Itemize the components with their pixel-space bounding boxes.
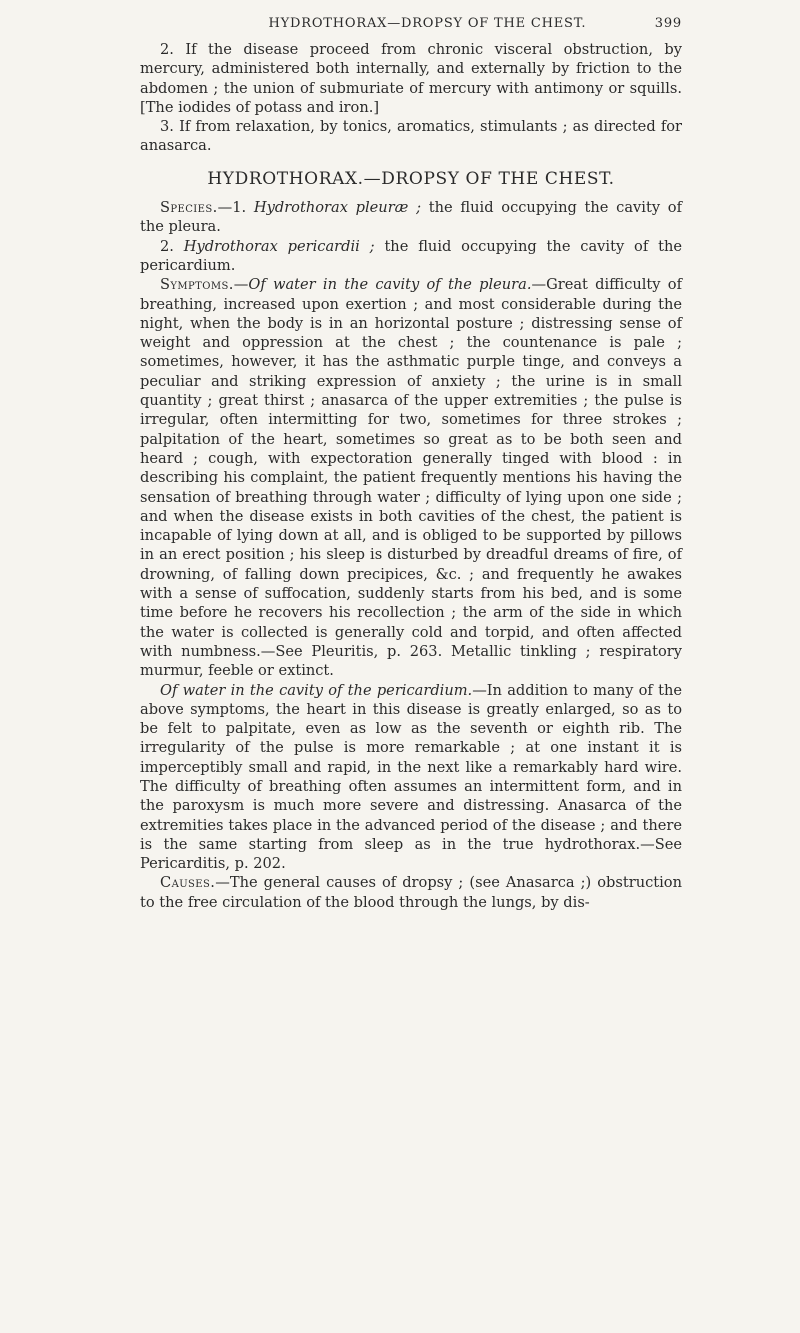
species-2-lead: 2. [160,237,174,255]
species-label: Species. [160,199,218,217]
symptoms-pericardium-subhead: Of water in the cavity of the pericardium. [160,681,473,699]
species-1-text: the fluid occupying the cavity of the pleura. [140,199,682,236]
body-text [140,40,682,912]
species-2-name: Hydrothorax pericardii ; [183,237,375,255]
species-paragraph-1 [140,198,682,237]
symptoms-pericardium-text: —In addition to many of the above symptoms, the heart in this disease is greatly enlarged, so as to be felt to palpitate, even as low as the seventh or eighth rib. The irregularity of the pulse is more remarkable ; at one instant it is imperceptibly small and rapid, in the next like a remarkably hard wire. The difficulty of breathing often assumes an intermittent form, and in the paroxysm is much more severe and distressing. Anasarca of the extremities takes place in the advanced period of the disease ; and there is the same starting from sleep as in the true hydrothorax.—See Pericarditis, p. 202. [140,681,682,873]
running-title: HYDROTHORAX—DROPSY OF THE CHEST. [268,16,587,31]
species-paragraph-2 [140,237,682,276]
page-number: 399 [654,16,682,31]
causes-label: Causes. [160,874,216,892]
symptoms-label: Symptoms. [160,276,234,294]
species-1-lead: —1. [217,199,247,217]
symptoms-pleura-text: —Great difficulty of breathing, increased upon exertion ; and most considerable during the night, when the body is in an horizontal posture ; distressing sense of weight and oppression at the chest ; the countenance is pale ; sometimes, however, it has the asthmatic purple tinge, and conveys a peculiar and striking expression of anxiety ; the urine is in small quantity ; great thirst ; anasarca of the upper extremities ; the pulse is irregular, often intermitting for two, sometimes for three strokes ; palpitation of the heart, sometimes so great as to be both seen and heard ; cough, with expectoration generally tinged with blood : in describing his complaint, the patient frequently mentions his having the sensation of breathing through water ; difficulty of lying upon one side ; and when the disease exists in both cavities of the chest, the patient is incapable of lying down at all, and is obliged to be supported by pillows in an erect position ; his sleep is disturbed by dreadful dreams of fire, of drowning, of falling down precipices, &c. ; and frequently he awakes with a sense of suffocation, suddenly starts from his bed, and is some time before he recovers his recollection ; the arm of the side in which the water is collected is generally cold and torpid, and often affected with numbness.—See Pleuritis, p. 263. Metallic tinkling ; respiratory murmur, feeble or extinct. [140,276,682,680]
running-header [140,16,682,31]
symptoms-pleura-paragraph: Symptoms.—Of water in the cavity of the pleura.—Great difficulty of breathing, increased upon exertion ; and most considerable during the night, when the body is in an horizontal posture ; distressing sense of weight and oppression at the chest ; the countenance is pale ; sometimes, however, it has the asthmatic purple tinge, and conveys a peculiar and striking expression of anxiety ; the urine is in small quantity ; great thirst ; anasarca of the upper extremities ; the pulse is irregular, often intermitting for two, sometimes for three strokes ; palpitation of the heart, sometimes so great as to be both seen and heard ; cough, with expectoration generally tinged with blood : in describing his complaint, the patient frequently mentions his having the sensation of breathing through water ; difficulty of lying upon one side ; and when the disease exists in both cavities of the chest, the patient is incapable of lying down at all, and is obliged to be supported by pillows in an erect position ; his sleep is disturbed by dreadful dreams of fire, of drowning, of falling down precipices, &c. ; and frequently he awakes with a sense of suffocation, suddenly starts from his bed, and is some time before he recovers his recollection ; the arm of the side in which the water is collected is generally cold and torpid, and often affected with numbness.—See Pleuritis, p. 263. Metallic tinkling ; respiratory murmur, feeble or extinct. [140,276,682,680]
symptoms-pleura-subhead: Of water in the cavity of the pleura. [248,276,532,294]
treatment-paragraph-3: 3. If from relaxation, by tonics, aromatics, stimulants ; as directed for anasarca. [140,118,682,155]
treatment-paragraph-2: 2. If the disease proceed from chronic visceral obstruction, by mercury, administered both internally, and externally by friction to the abdomen ; the union of submuriate of mercury with antimony or squills. [The iodides of potass and iron.] [140,41,682,116]
symptoms-pericardium-paragraph [140,681,682,874]
causes-text: —The general causes of dropsy ; (see Anasarca ;) obstruction to the free circulation of the blood through the lungs, by dis- [140,874,682,911]
species-2-text: the fluid occupying the cavity of the pericardium. [140,237,682,274]
section-title: HYDROTHORAX.—DROPSY OF THE CHEST. [207,168,615,189]
species-1-name: Hydrothorax pleuræ ; [253,199,422,217]
causes-paragraph [140,873,682,912]
